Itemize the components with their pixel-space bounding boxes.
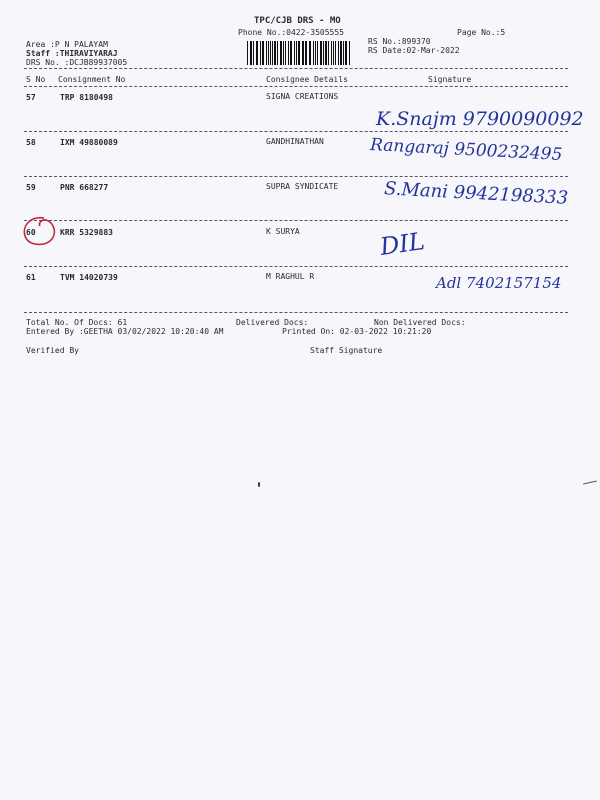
scan-speck — [583, 481, 597, 485]
row-consignee: SUPRA SYNDICATE — [266, 182, 339, 191]
rs-number: RS No.:899370 — [368, 37, 431, 46]
drs-number: DRS No. :DCJB89937005 — [26, 58, 128, 67]
delivered-docs: Delivered Docs: — [236, 318, 309, 327]
barcode-image — [246, 41, 354, 65]
rs-date: RS Date:02-Mar-2022 — [368, 46, 460, 55]
row-sno: 60 — [26, 228, 36, 237]
row-consignment: IXM 49880089 — [60, 138, 118, 147]
entered-by: Entered By :GEETHA 03/02/2022 10:20:40 AM — [26, 327, 224, 336]
handwritten-signature: Adl 7402157154 — [436, 274, 562, 292]
handwritten-signature: S.Mani 9942198333 — [383, 178, 569, 209]
row-consignee: SIGNA CREATIONS — [266, 92, 339, 101]
row-sno: 58 — [26, 138, 36, 147]
scan-speck — [258, 482, 260, 487]
page-number: Page No.:5 — [457, 28, 506, 37]
col-sno: S No — [26, 75, 46, 84]
staff-label: Staff :THIRAVIYARAJ — [26, 49, 118, 58]
divider — [24, 266, 568, 267]
phone-number: Phone No.:0422-3505555 — [238, 28, 344, 37]
row-consignee: K SURYA — [266, 227, 300, 236]
divider — [24, 131, 568, 132]
handwritten-signature: Rangaraj 9500232495 — [369, 134, 563, 166]
divider — [24, 220, 568, 221]
col-signature: Signature — [428, 75, 472, 84]
row-sno: 61 — [26, 273, 36, 282]
row-consignee: GANDHINATHAN — [266, 137, 324, 146]
row-consignment: TRP 8180498 — [60, 93, 113, 102]
row-sno: 59 — [26, 183, 36, 192]
divider — [24, 312, 568, 313]
printed-on: Printed On: 02-03-2022 10:21:20 — [282, 327, 432, 336]
row-consignment: TVM 14020739 — [60, 273, 118, 282]
col-consignee: Consignee Details — [266, 75, 348, 84]
staff-signature-label: Staff Signature — [310, 346, 383, 355]
verified-by-label: Verified By — [26, 346, 79, 355]
row-consignment: KRR 5329883 — [60, 228, 113, 237]
divider — [24, 86, 568, 87]
col-consignment: Consignment No — [58, 75, 126, 84]
non-delivered-docs: Non Delivered Docs: — [374, 318, 466, 327]
doc-title: TPC/CJB DRS - MO — [254, 16, 341, 26]
divider — [24, 68, 568, 69]
row-consignment: PNR 668277 — [60, 183, 109, 192]
divider — [24, 176, 568, 177]
row-consignee: M RAGHUL R — [266, 272, 315, 281]
area-label: Area :P N PALAYAM — [26, 40, 108, 49]
handwritten-signature: K.Snajm 9790090092 — [376, 108, 584, 130]
total-docs: Total No. Of Docs: 61 — [26, 318, 128, 327]
handwritten-signature: DIL — [378, 227, 427, 261]
row-sno: 57 — [26, 93, 36, 102]
